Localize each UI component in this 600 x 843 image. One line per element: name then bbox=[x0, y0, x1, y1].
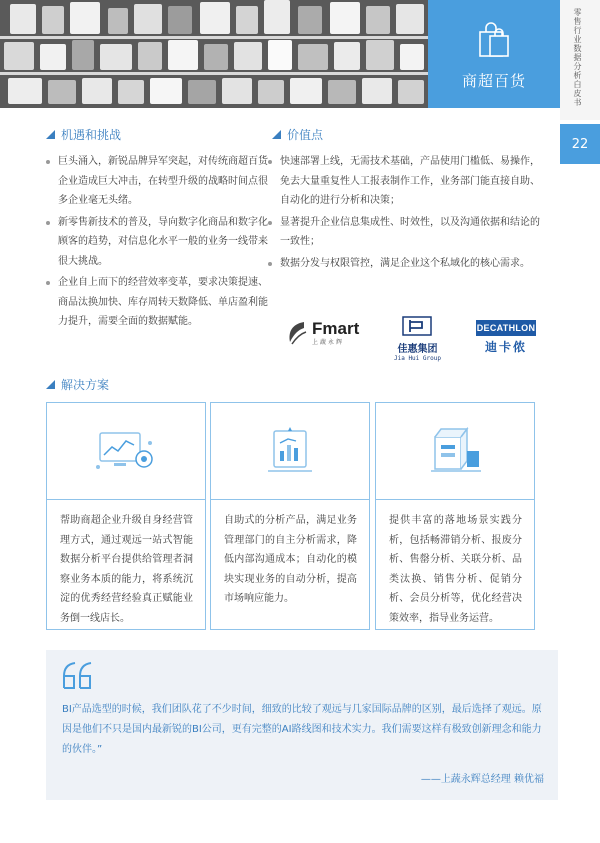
solution-card-text: 自助式的分析产品，满足业务管理部门的自主分析需求，降低内部沟通成本；自动化的模块实现业务的自动分析，提高市场响应能力。 bbox=[224, 515, 357, 604]
quote-signature: ——上蔬永辉总经理 赖优福 bbox=[420, 774, 544, 785]
shopping-bag-icon bbox=[476, 20, 512, 60]
challenges-heading bbox=[46, 126, 121, 143]
list-item: 快速部署上线，无需技术基础，产品使用门槛低、易操作，免去大量重复性人工报表制作工作，业务部门能直接自助、自动化的进行分析和决策； bbox=[268, 152, 546, 211]
solution-card bbox=[210, 402, 370, 630]
value-heading bbox=[272, 126, 323, 143]
category-label: 商超百货 bbox=[461, 72, 526, 90]
value-list bbox=[268, 152, 546, 275]
decathlon-wordmark: DECATHLON bbox=[476, 320, 536, 336]
testimonial-quote bbox=[46, 650, 558, 800]
list-item: 巨头涌入，新锐品牌异军突起，对传统商超百货企业造成巨大冲击，在转型升级的战略时间点很多企业毫无头绪。 bbox=[46, 152, 274, 211]
jiahui-name-en: Jia Hui Group bbox=[394, 355, 441, 362]
jiahui-emblem-icon bbox=[402, 316, 432, 336]
solution-heading bbox=[46, 376, 109, 393]
quote-mark-icon bbox=[62, 662, 94, 690]
quote-text: BI产品选型的时候，我们团队花了不少时间，细致的比较了观远与几家国际品牌的区别，最后选择了观远。原因是他们不只是国内最新锐的BI公司，更有完整的AI路线图和技术实力。我们需要这样有极致创新理念和能力的伙伴。” bbox=[62, 704, 542, 755]
store-scene-icon bbox=[427, 427, 483, 475]
document-title-strip bbox=[560, 0, 600, 120]
list-item: 新零售新技术的普及，导向数字化商品和数字化顾客的趋势，对信息化水平一般的业务一线带来很大挑战。 bbox=[46, 213, 274, 272]
fmart-subtitle: 上蔬永辉 bbox=[312, 339, 345, 346]
solution-card bbox=[375, 402, 535, 630]
decathlon-name: 迪卡侬 bbox=[484, 340, 527, 354]
page-number: 22 bbox=[560, 124, 600, 164]
header-photo bbox=[0, 0, 428, 108]
heading-marker-icon bbox=[272, 130, 281, 139]
heading-marker-icon bbox=[46, 380, 55, 389]
decathlon-logo bbox=[476, 320, 536, 355]
solution-card bbox=[46, 402, 206, 630]
fmart-leaf-icon bbox=[286, 320, 308, 346]
fmart-wordmark: Fmart bbox=[312, 319, 360, 338]
heading-marker-icon bbox=[46, 130, 55, 139]
jiahui-name: 佳惠集团 bbox=[397, 344, 438, 355]
report-chart-icon bbox=[262, 427, 318, 475]
solution-card-text: 帮助商超企业升级自身经营管理方式，通过观远一站式智能数据分析平台提供给管理者洞察业务本质的能力，将系统沉淀的优秀经营经验真正赋能业务倒一线店长。 bbox=[60, 515, 193, 624]
jiahui-logo bbox=[394, 316, 441, 362]
list-item: 企业自上而下的经营效率变革，要求决策提速、商品汰换加快、库存周转天数降低、单店盈利能力提升，需要全面的数据赋能。 bbox=[46, 273, 274, 332]
list-item: 数据分发与权限管控，满足企业这个私域化的核心需求。 bbox=[268, 254, 546, 274]
challenges-title: 机遇和挑战 bbox=[61, 128, 122, 142]
document-title: 零售行业数据分析白皮书 bbox=[573, 8, 582, 107]
solution-title: 解决方案 bbox=[61, 378, 110, 392]
list-item: 显著提升企业信息集成性、时效性，以及沟通依据和结论的一致性； bbox=[268, 213, 546, 252]
value-title: 价值点 bbox=[287, 128, 324, 142]
monitor-analytics-icon bbox=[94, 427, 158, 475]
fmart-logo bbox=[286, 320, 359, 346]
category-badge bbox=[428, 0, 560, 108]
solution-card-text: 提供丰富的落地场景实践分析，包括畅滞销分析、报废分析、售罄分析、关联分析、品类汰换、销售分析、促销分析、会员分析等，优化经营决策效率，指导业务运营。 bbox=[389, 515, 522, 624]
challenges-list bbox=[46, 152, 274, 334]
